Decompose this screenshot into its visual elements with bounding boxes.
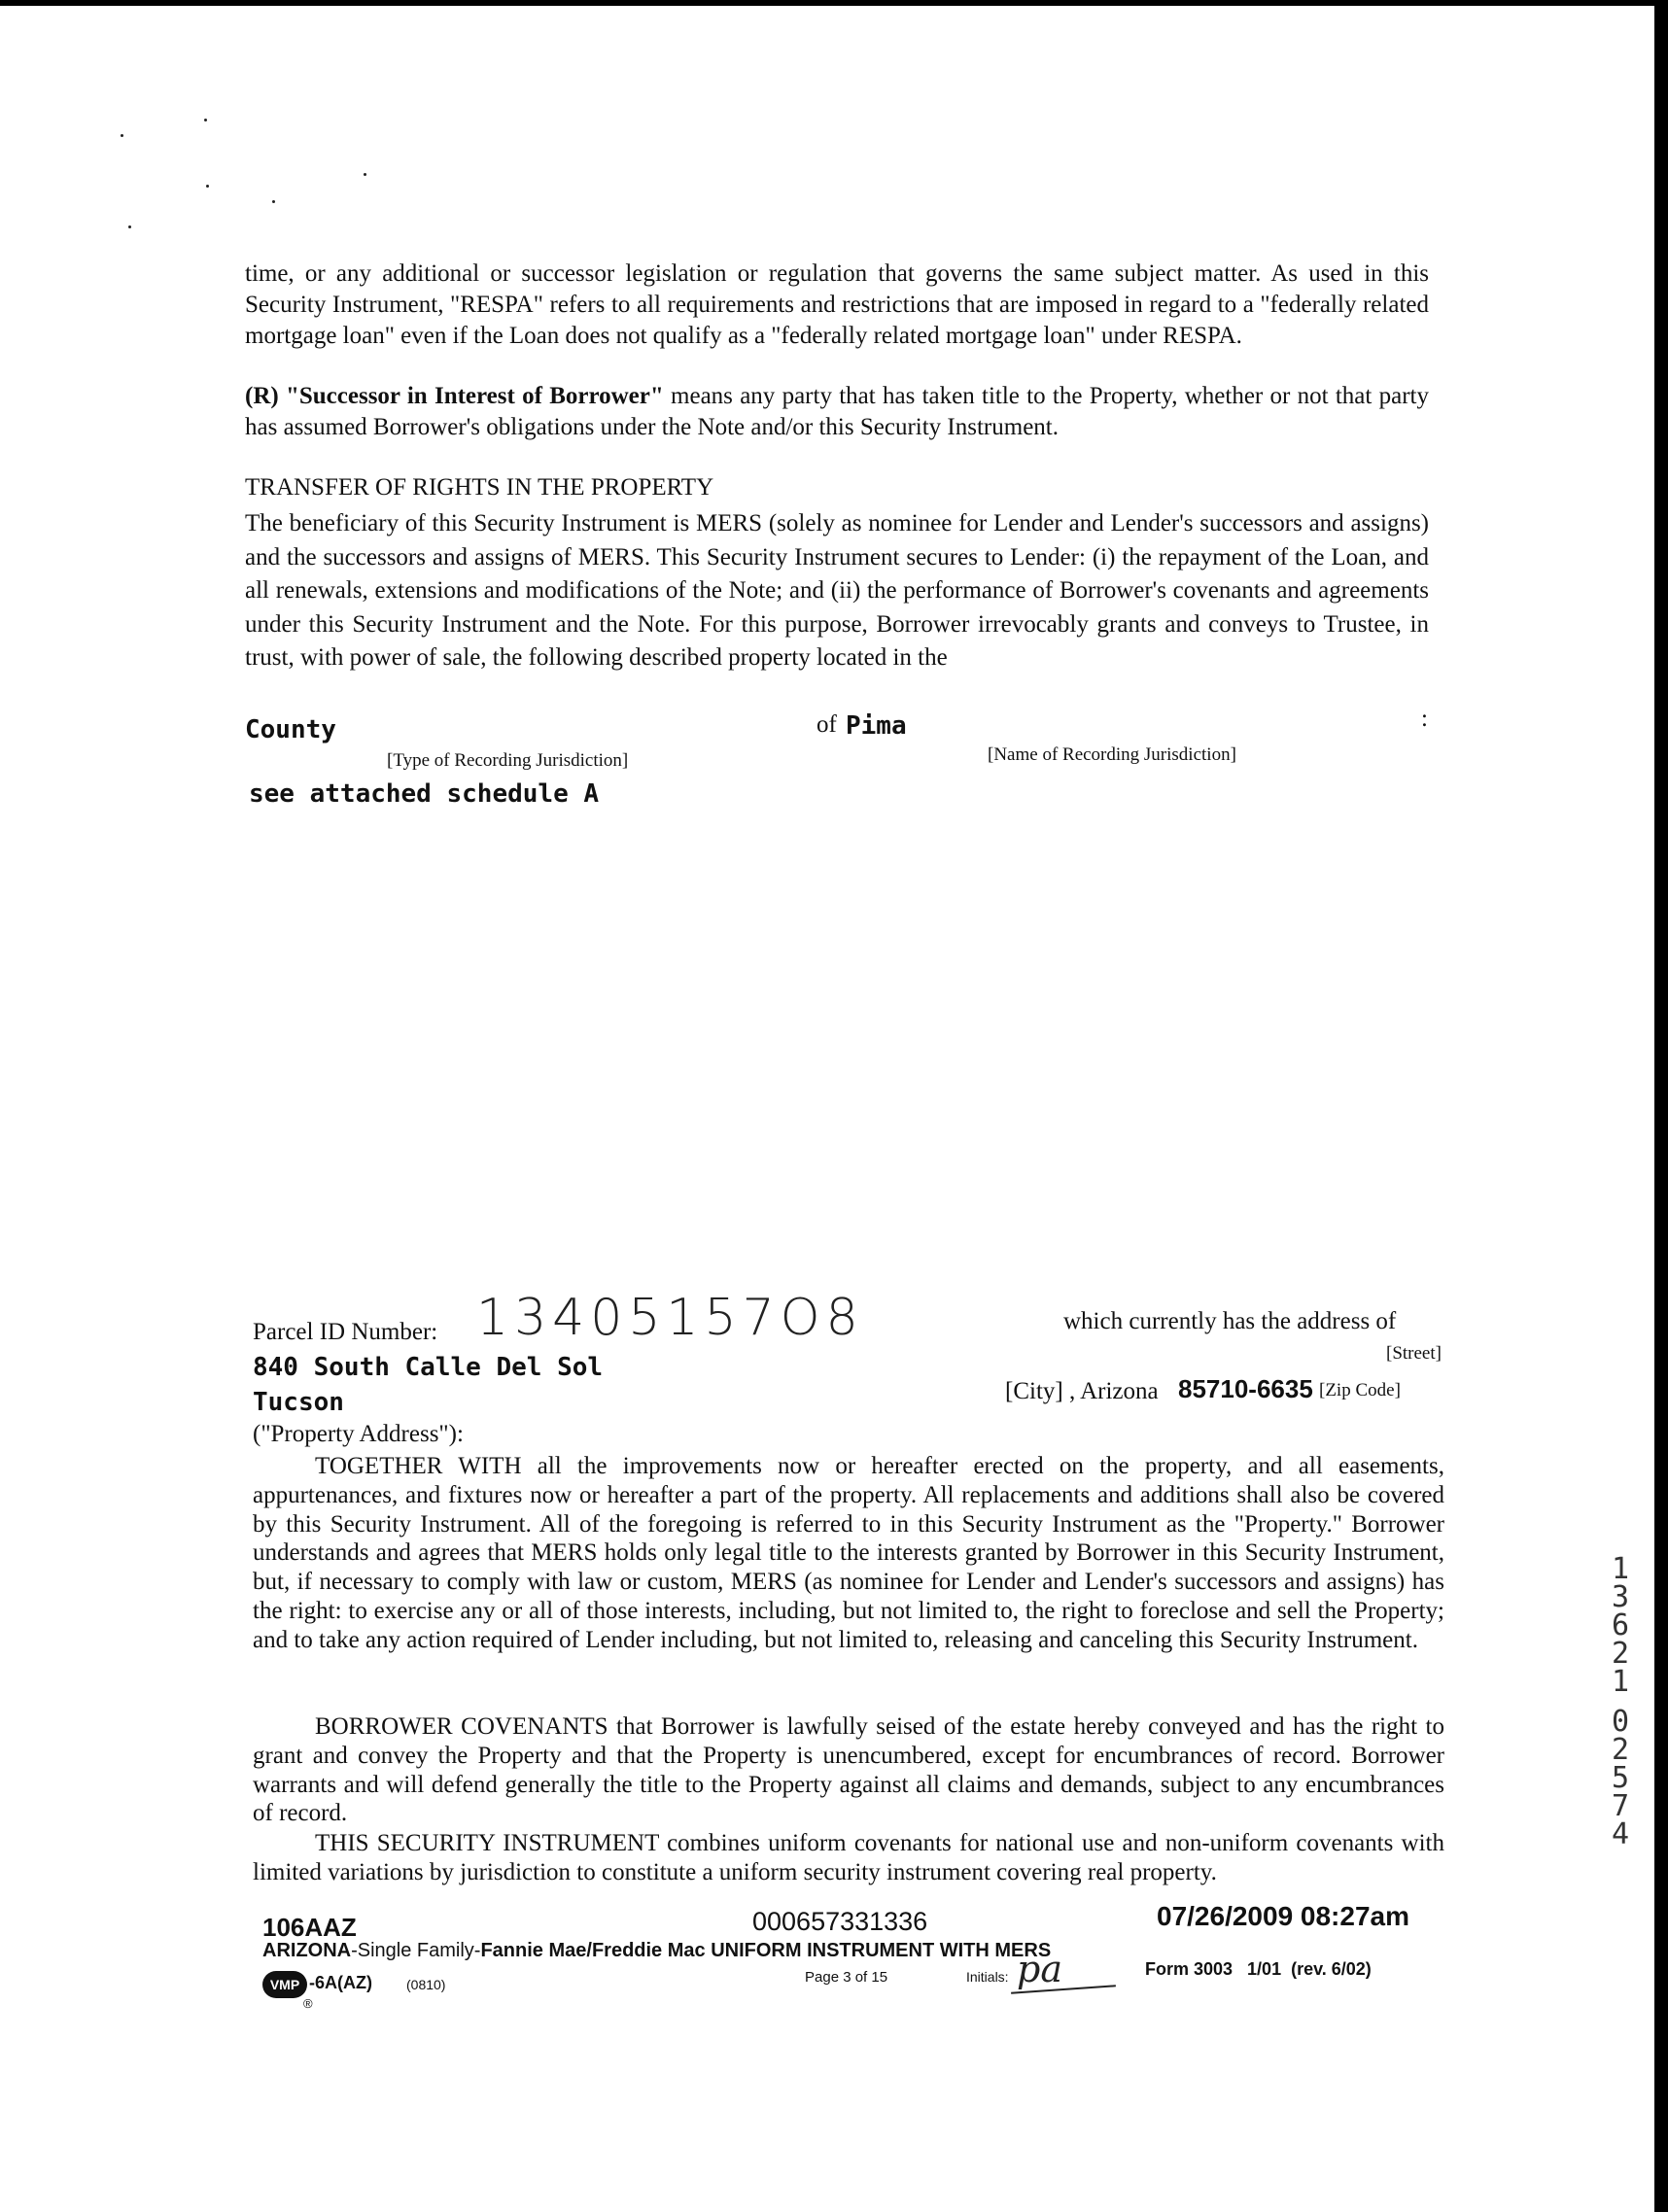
stamp-digit: 2 bbox=[1611, 1733, 1630, 1767]
footer-form-number: Form 3003 1/01 (rev. 6/02) bbox=[1145, 1959, 1372, 1979]
scan-speck bbox=[204, 119, 207, 121]
stamp-digit: 2 bbox=[1611, 1637, 1630, 1671]
stamp-digit: 0 bbox=[1611, 1705, 1630, 1739]
scan-edge-top bbox=[0, 0, 1668, 6]
street-caption: [Street] bbox=[1386, 1343, 1442, 1364]
stamp-digit: 1 bbox=[1611, 1552, 1630, 1586]
footer-loan-number: 000657331336 bbox=[752, 1907, 928, 1936]
city-value: Tucson bbox=[253, 1388, 344, 1417]
schedule-reference: see attached schedule A bbox=[249, 779, 600, 809]
footer-initials-label: Initials: bbox=[966, 1969, 1009, 1985]
zip-value: 85710-6635 bbox=[1178, 1374, 1313, 1403]
scan-edge-right bbox=[1654, 0, 1668, 2212]
side-recording-stamp bbox=[1606, 1552, 1635, 1851]
scan-speck bbox=[272, 200, 275, 203]
footer-form-code-date: (0810) bbox=[406, 1977, 446, 1992]
successor-definition: means any party that has taken title to the Property, whether or not that party has assumed Borrower's obligations under the Note and/or this Security Instrument. bbox=[245, 383, 1429, 440]
jurisdiction-colon: : bbox=[1421, 706, 1428, 732]
jurisdiction-of-label: of bbox=[817, 711, 837, 738]
zip-caption: [Zip Code] bbox=[1319, 1380, 1401, 1400]
stamp-digit: 5 bbox=[1611, 1761, 1630, 1795]
scan-speck bbox=[121, 134, 123, 137]
stamp-digit: 6 bbox=[1611, 1608, 1630, 1642]
scan-speck bbox=[364, 173, 366, 176]
initials-signature: pa bbox=[1017, 1948, 1062, 1990]
form-title-fannie: Fannie Mae/Freddie Mac bbox=[480, 1940, 706, 1961]
successor-paragraph bbox=[245, 381, 1429, 443]
scan-speck bbox=[128, 225, 131, 228]
city-caption: [City] , Arizona bbox=[1005, 1378, 1159, 1404]
form-title-state: ARIZONA bbox=[262, 1940, 352, 1961]
stamp-digit: 7 bbox=[1611, 1789, 1630, 1823]
scan-speck bbox=[206, 185, 209, 188]
form-title-family: -Single Family- bbox=[351, 1940, 481, 1961]
successor-term: (R) "Successor in Interest of Borrower" bbox=[245, 383, 664, 409]
registered-mark: ® bbox=[303, 1996, 313, 2011]
vmp-logo: VMP bbox=[262, 1971, 307, 1998]
stamp-digit: 4 bbox=[1611, 1817, 1630, 1851]
footer-page-number: Page 3 of 15 bbox=[805, 1969, 888, 1986]
parcel-id-value: 13405157O8 bbox=[476, 1289, 864, 1347]
footer-form-code: -6A(AZ) bbox=[309, 1973, 372, 1992]
uniform-instrument-paragraph: THIS SECURITY INSTRUMENT combines uniform covenants for national use and non-uniform covenants with limited variations by jurisdiction to constitute a uniform security instrument covering real property. bbox=[253, 1830, 1444, 1885]
stamp-digit: 3 bbox=[1611, 1580, 1630, 1614]
jurisdiction-type-caption: [Type of Recording Jurisdiction] bbox=[387, 750, 629, 771]
street-value: 840 South Calle Del Sol bbox=[253, 1353, 604, 1382]
footer-timestamp: 07/26/2009 08:27am bbox=[1157, 1901, 1409, 1931]
respa-paragraph: time, or any additional or successor legislation or regulation that governs the same subject matter. As used in this Security Instrument, "RESPA" refers to all requirements and restrictions that are imposed in regard to a "federally related mortgage loan" even if the Loan does not qualify as a "federally related mortgage loan" under RESPA. bbox=[245, 260, 1429, 349]
form-title-uniform: UNIFORM INSTRUMENT WITH MERS bbox=[705, 1940, 1052, 1961]
footer-code-left: 106AAZ bbox=[262, 1913, 357, 1942]
transfer-paragraph: The beneficiary of this Security Instrument is MERS (solely as nominee for Lender and Lender's successors and assigns) and the successors and assigns of MERS. This Security Instrument secures to Lender: (i) the repayment of the Loan, and all renewals, extensions and modifications of the Note; and (ii) the performance of Borrower's covenants and agreements under this Security Instrument and the Note. For this purpose, Borrower irrevocably grants and conveys to Trustee, in trust, with power of sale, the following described property located in the bbox=[245, 510, 1429, 671]
borrower-covenants-paragraph: BORROWER COVENANTS that Borrower is lawfully seised of the estate hereby conveyed and has the right to grant and convey the Property and that the Property is unencumbered, except for encumbrances of record. Borrower warrants and will defend generally the title to the Property against all claims and demands, subject to any encumbrances of record. bbox=[253, 1713, 1444, 1827]
parcel-id-label: Parcel ID Number: bbox=[253, 1319, 438, 1345]
property-address-label: ("Property Address"): bbox=[253, 1421, 464, 1447]
jurisdiction-name-value: Pima bbox=[846, 711, 907, 741]
stamp-digit: 1 bbox=[1611, 1665, 1630, 1699]
jurisdiction-name-caption: [Name of Recording Jurisdiction] bbox=[988, 744, 1236, 765]
jurisdiction-type-value: County bbox=[245, 715, 336, 744]
footer-form-title bbox=[262, 1940, 1051, 1962]
transfer-heading: TRANSFER OF RIGHTS IN THE PROPERTY bbox=[245, 474, 714, 501]
which-currently-label: which currently has the address of bbox=[1063, 1308, 1397, 1334]
together-with-paragraph: TOGETHER WITH all the improvements now or hereafter erected on the property, and all easements, appurtenances, and fixtures now or hereafter a part of the property. All replacements and additions shall also be covered by this Security Instrument. All of the foregoing is referred to in this Security Instrument as the "Property." Borrower understands and agrees that MERS holds only legal title to the interests granted by Borrower in this Security Instrument, but, if necessary to comply with law or custom, MERS (as nominee for Lender and Lender's successors and assigns) has the right: to exercise any or all of those interests, including, but not limited to, the right to foreclose and sell the Property; and to take any action required of Lender including, but not limited to, releasing and canceling this Security Instrument. bbox=[253, 1453, 1444, 1653]
